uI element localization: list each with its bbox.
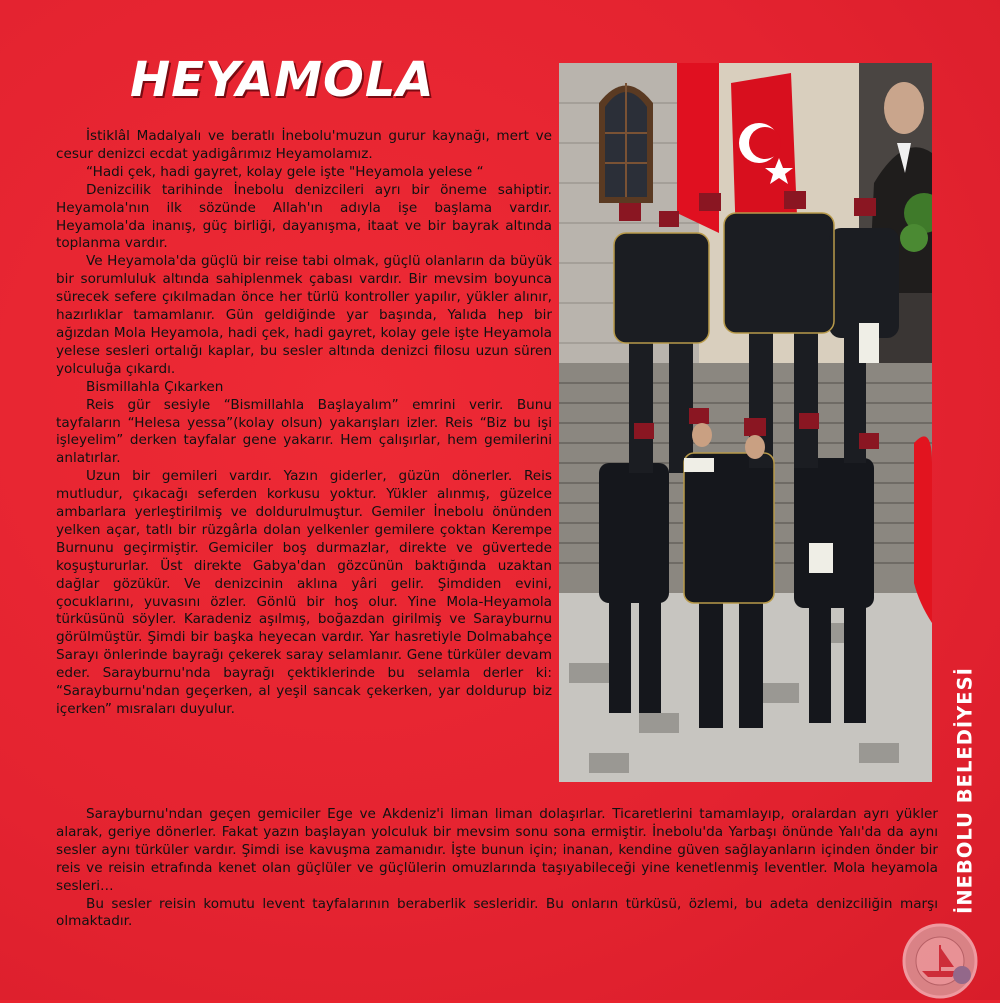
paragraph: Uzun bir gemileri vardır. Yazın giderler, güzün dönerler. Reis mutludur, çıkacağı seferden korkusu yoktur. Yükler alınmış, güzelce ambarlara yerleştirilmiş ve doldurulmuştur. Gemiler İnebolu önünden yelken açar, tatlı bir rüzgârla dolan yelkenler gemilere çoktan Kerempe Burnunu geçirmiştir. Gemiciler boş durmazlar, direkte ve güvertede koşuştururlar. Üst direkte Gabya'dan gözcünün baktığında uzaktan dağlar gözükür. Ve denizcinin aklına yâri gelir. Şimdiden evini, çocuklarını, yuvasını özler. Gönlü bir hoş olur. Yine Mola-Heyamola türküsünü söyler. Karadeniz aşılmış, boğazdan girilmiş ve Sarayburnu görülmüştür. Şimdi bir başka heyecan vardır. Yar hasretiyle Dolmabahçe Sarayı önlerinde bayrağı çekerek saray selamlanır. Gene türküler devam eder. Sarayburnu'nda bayrağı çektiklerinde bu selamla derler ki: “Sarayburnu'ndan geçerken, al yeşil sancak çekerken, yar doldurup biz içerken” mısraları duyulur.: [56, 468, 552, 717]
subheading: Bismillahla Çıkarken: [86, 378, 224, 395]
paragraph: Sarayburnu'ndan geçen gemiciler Ege ve Akdeniz'i liman liman dolaşırlar. Ticaretlerini tamamlayıp, oralardan ayrı yükler alarak, geriye dönerler. Fakat yazın başlayan yolculuk bir mevsim sonu sona ermiştir. İnebolu'da Yarbaşı önünde Yalı'da da aynı sesler aynı türküler vardır. Şimdi ise kavuşma zamanıdır. İşte bunun için; inanan, kendine güven sağlayanların içinden önder bir reis ve reisin etrafında kenet olan güçlüler ve güçlülerin omuzlarında taşıyabileceği yine kenetlenmiş leventler. Mola heyamola sesleri…: [56, 806, 938, 894]
heyamola-dancers-photo: [559, 63, 932, 782]
paragraph: Reis gür sesiyle “Bismillahla Başlayalım” emrini verir. Bunu tayfaların “Helesa yessa”(kolay olsun) yakarışları izler. Reis “Biz bu işi işleyelim” derken tayfalar gene yakarır. Hem çalışırlar, hem gemilerini anlatırlar.: [56, 396, 552, 467]
paragraph: İstiklâl Madalyalı ve beratlı İnebolu'muzun gurur kaynağı, mert ve cesur denizci ecdat yadigârımız Heyamolamız.: [56, 128, 552, 162]
paragraph: Ve Heyamola'da güçlü bir reise tabi olmak, güçlü olanların da büyük bir sorumluluk altında sahiplenmek çabası vardır. Bir mevsim boyunca sürecek sefere çıkılmadan önce her türlü kontroller yapılır, yükler alınır, hazırlıklar tamamlanır. Gün geldiğinde yar başında, Yalıda hep bir ağızdan Mola Heyamola, hadi çek, hadi gayret, kolay gele işte Heyamola yelese sesleri ortalığı kaplar, bu sesler altında denizci filosu uzun süren yolculuğa çıkardı.: [56, 253, 552, 377]
paragraph: “Hadi çek, hadi gayret, kolay gele işte "Heyamola yelese “: [86, 163, 484, 180]
page-title: HEYAMOLA: [130, 52, 435, 108]
municipality-side-label: [945, 664, 985, 934]
paragraph: Denizcilik tarihinde İnebolu denizcileri ayrı bir öneme sahiptir. Heyamola'nın ilk sözünde Allah'ın adıyla işe başlama vardır. Heyamola'da inanış, güç birliği, dayanışma, itaat ve bir bayrak altında toplanma vardır.: [56, 181, 552, 252]
side-label-text: İNEBOLU BELEDİYESİ: [953, 667, 977, 914]
lower-text-block: [56, 806, 938, 931]
paragraph: Bu sesler reisin komutu levent tayfalarının beraberlik sesleridir. Bu onların türküsü, özlemi, bu adeta denizciliğin marşı olmaktadır.: [56, 895, 938, 930]
municipality-seal-logo: [890, 915, 990, 999]
upper-text-block: [56, 128, 552, 719]
